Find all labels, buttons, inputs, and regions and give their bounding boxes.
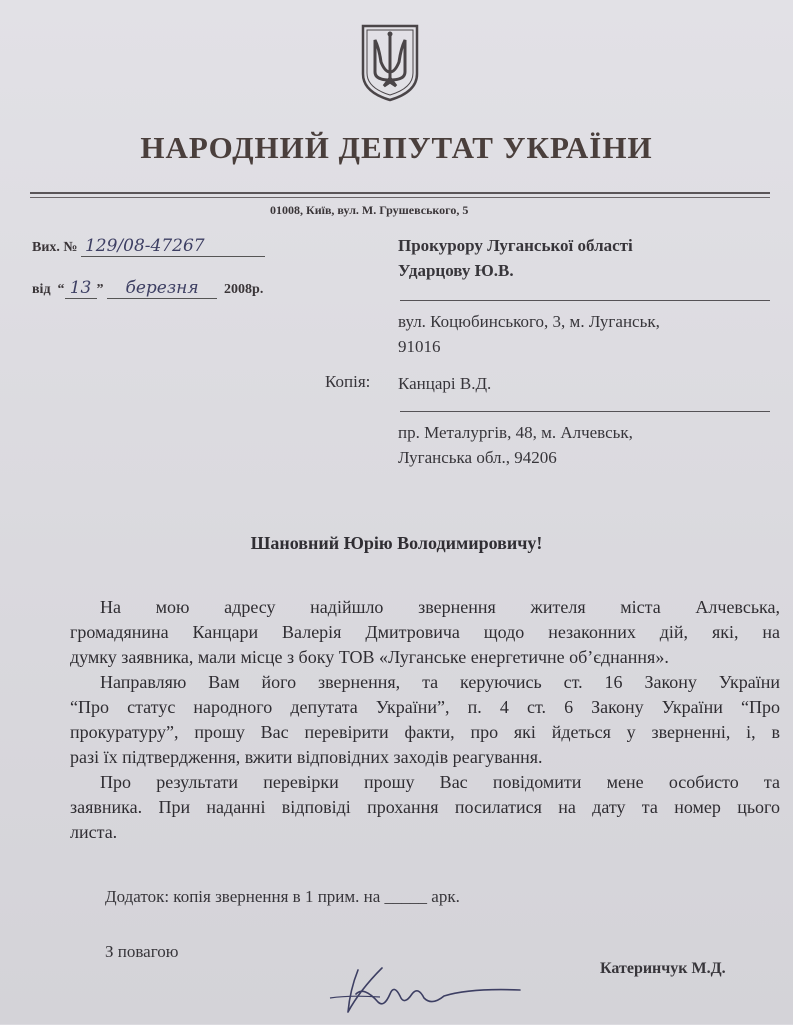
body-p2-line4: разі їх підтвердження, вжити відповідних заходів реагування. [70, 747, 543, 767]
body-p3-line2: заявника. При наданні відповіді прохання посилатися на дату та номер цього [70, 797, 780, 817]
body-p1-line2: громадянина Канцари Валерія Дмитровича щодо незаконних дій, які, на [70, 622, 780, 642]
sender-address: 01008, Київ, вул. М. Грушевського, 5 [270, 203, 469, 217]
org-title: НАРОДНИЙ ДЕПУТАТ УКРАЇНИ [140, 130, 653, 165]
recipient-line2: Ударцову Ю.В. [398, 261, 514, 280]
closing-regards: З повагою [105, 942, 179, 961]
body-p2-line3: прокуратуру”, прошу Вас перевірити факти, про які йдеться у зверненні, і, в [70, 722, 780, 742]
handwritten-signature-icon [320, 950, 530, 1025]
date-label: від [32, 282, 51, 297]
outgoing-number-row [32, 236, 265, 257]
date-day: 13 [65, 278, 97, 299]
copy-name: Канцарі В.Д. [398, 374, 492, 393]
header-rule-thick [30, 192, 770, 194]
copy-address-line2: Луганська обл., 94206 [398, 448, 557, 467]
copy-address-line1: пр. Металургів, 48, м. Алчевськ, [398, 423, 633, 442]
body-p2-line2: “Про статус народного депутата України”, п. 4 ст. 6 Закону України “Про [70, 697, 780, 717]
date-year: 2008 [224, 282, 253, 297]
recipient-line1: Прокурору Луганської області [398, 236, 633, 255]
body-p3-line3: листа. [70, 822, 118, 842]
outgoing-number: 129/08-47267 [81, 236, 265, 257]
recipient-address-line1: вул. Коцюбинського, 3, м. Луганськ, [398, 312, 660, 331]
body-p1-line1: На мою адресу надійшло звернення жителя міста Алчевська, [100, 597, 780, 617]
letter-body [70, 595, 780, 845]
header-rule-thin [30, 197, 770, 198]
copy-label: Копія: [325, 372, 371, 391]
body-p2-line1: Направляю Вам його звернення, та керуючись ст. 16 Закону України [100, 672, 780, 692]
outgoing-label: Вих. № [32, 240, 78, 255]
date-row: від “ 13 ” березня 2008р. [32, 278, 264, 298]
recipient-address-line2: 91016 [398, 337, 441, 356]
salutation: Шановний Юрію Володимировичу! [250, 533, 543, 553]
copy-rule [400, 411, 770, 412]
trident-emblem-icon [359, 22, 421, 102]
body-p3-line1: Про результати перевірки прошу Вас повідомити мене особисто та [100, 772, 780, 792]
date-month: березня [107, 278, 217, 299]
recipient-rule [400, 300, 770, 301]
body-p1-line3: думку заявника, мали місце з боку ТОВ «Луганське енергетичне об’єднання». [70, 647, 669, 667]
signer-name: Катеринчук М.Д. [600, 960, 726, 977]
date-year-suffix: р. [252, 282, 264, 297]
attachment-note: Додаток: копія звернення в 1 прим. на _____ арк. [105, 887, 460, 906]
